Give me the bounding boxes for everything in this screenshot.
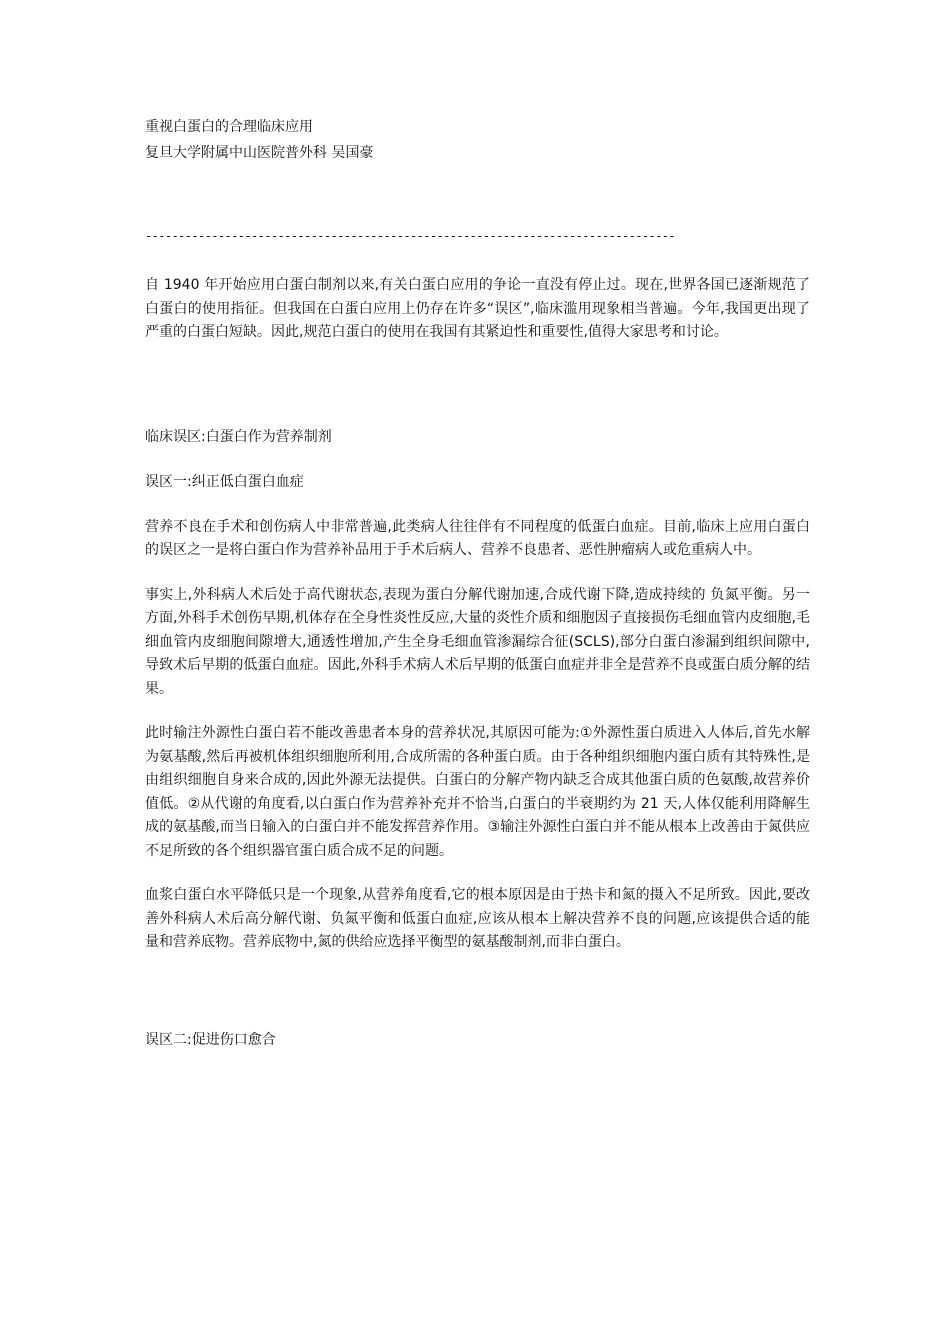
paragraph-2: 事实上,外科病人术后处于高代谢状态,表现为蛋白分解代谢加速,合成代谢下降,造成持续的 负氮平衡。另一方面,外科手术创伤早期,机体存在全身性炎性反应,大量的炎性介质和细胞因子直接损伤毛细血管内皮细胞,毛细血管内皮细胞间隙增大,通透性增加,产生全身毛细血管渗漏综合征(SCLS),部分白蛋白渗漏到组织间隙中,导致术后早期的低蛋白血症。因此,外科手术病人术后早期的低蛋白血症并非全是营养不良或蛋白质分解的结果。 xyxy=(145,586,810,697)
author-line: 复旦大学附属中山医院普外科 吴国豪 xyxy=(145,145,374,161)
document-title: 重视白蛋白的合理临床应用 xyxy=(145,119,313,135)
section-heading: 临床误区:白蛋白作为营养制剂 xyxy=(145,428,332,445)
subheading-misconception-2: 误区二:促进伤口愈合 xyxy=(145,1031,276,1048)
subheading-misconception-1: 误区一:纠正低白蛋白血症 xyxy=(145,473,304,490)
document-page xyxy=(145,114,810,1053)
intro-paragraph: 自 1940 年开始应用白蛋白制剂以来,有关白蛋白应用的争论一直没有停止过。现在,世界各国已逐渐规范了白蛋白的使用指征。但我国在白蛋白应用上仍存在许多“误区”,临床滥用现象相当普遍。今年,我国更出现了严重的白蛋白短缺。因此,规范白蛋白的使用在我国有其紧迫性和重要性,值得大家思考和讨论。 xyxy=(145,277,810,340)
paragraph-1: 营养不良在手术和创伤病人中非常普遍,此类病人往往伴有不同程度的低蛋白血症。目前,临床上应用白蛋白的误区之一是将白蛋白作为营养补品用于手术后病人、营养不良患者、恶性肿瘤病人或危重病人中。 xyxy=(145,518,810,558)
paragraph-3: 此时输注外源性白蛋白若不能改善患者本身的营养状况,其原因可能为:①外源性蛋白质进入人体后,首先水解为氨基酸,然后再被机体组织细胞所利用,合成所需的各种蛋白质。由于各种组织细胞内蛋白质有其特殊性,是由组织细胞自身来合成的,因此外源无法提供。白蛋白的分解产物内缺乏合成其他蛋白质的色氨酸,故营养价值低。②从代谢的角度看,以白蛋白作为营养补充并不恰当,白蛋白的半衰期约为 21 天,人体仅能利用降解生成的氨基酸,而当日输入的白蛋白并不能发挥营养作用。③输注外源性白蛋白并不能从根本上改善由于氮供应不足所致的各个组织器官蛋白质合成不足的问题。 xyxy=(145,725,810,859)
divider-line: -------------------------------------------------------------------------------- xyxy=(145,229,675,243)
paragraph-4: 血浆白蛋白水平降低只是一个现象,从营养角度看,它的根本原因是由于热卡和氮的摄入不足所致。因此,要改善外科病人术后高分解代谢、负氮平衡和低蛋白血症,应该从根本上解决营养不良的问题,应该提供合适的能量和营养底物。营养底物中,氮的供给应选择平衡型的氨基酸制剂,而非白蛋白。 xyxy=(145,887,810,950)
